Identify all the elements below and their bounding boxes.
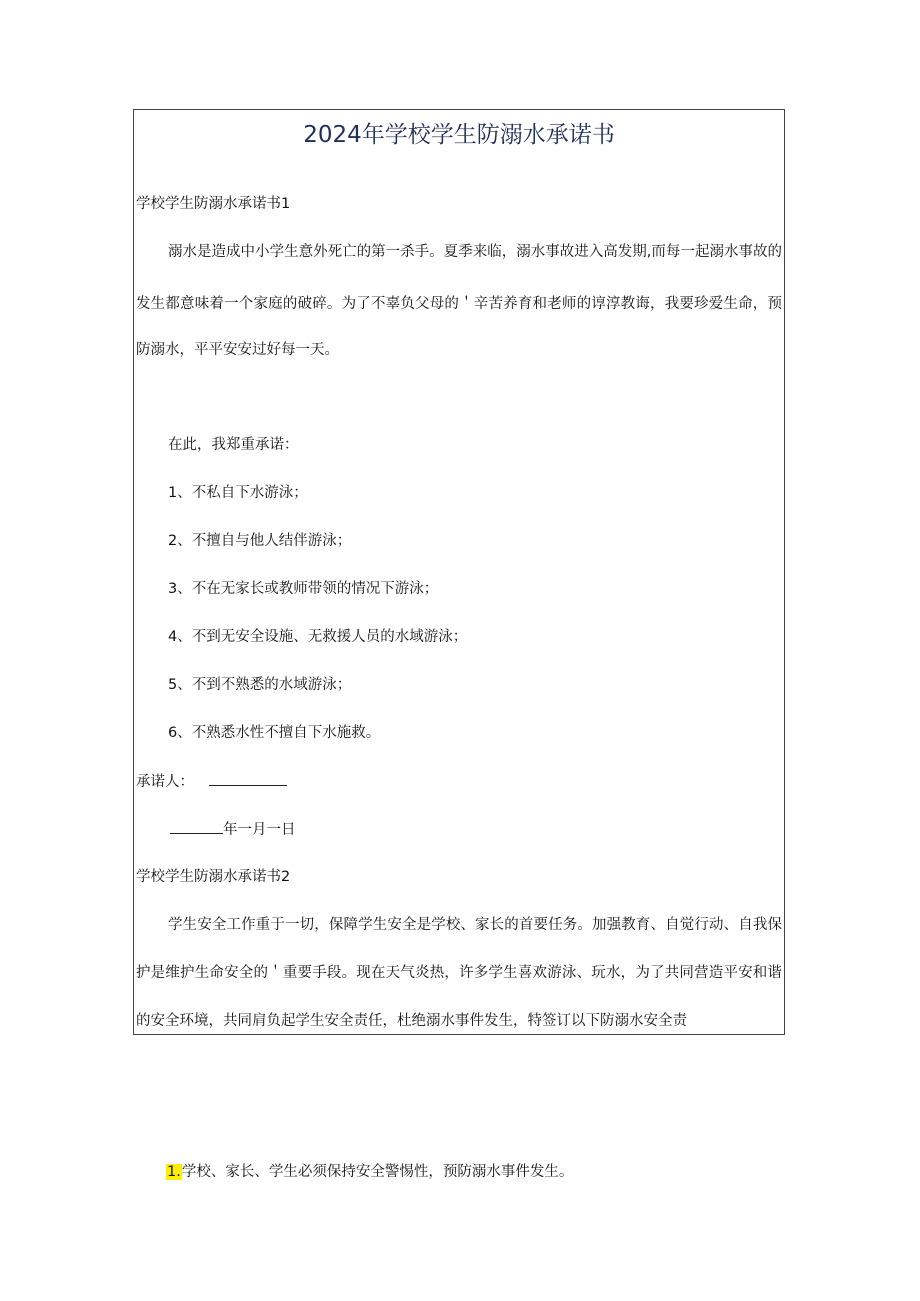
promise-item: 6、不熟悉水性不擅自下水施救。 <box>168 725 381 741</box>
signer-label: 承诺人： <box>136 774 194 790</box>
promise-item: 2、不擅自与他人结伴游泳； <box>168 533 352 549</box>
section1-heading: 学校学生防溺水承诺书1 <box>136 196 291 212</box>
s2-paragraph-line-3: 的安全环境，共同肩负起学生安全责任，杜绝溺水事件发生，特签订以下防溺水安全责 <box>136 1013 687 1029</box>
list-item-number: 1. <box>167 1164 181 1180</box>
s2-paragraph-line-1: 学生安全工作重于一切，保障学生安全是学校、家长的首要任务。加强教育、自觉行动、自我保 <box>168 917 782 933</box>
s1-paragraph-line-2: 发生都意味着一个家庭的破碎。为了不辜负父母的＇辛苦养育和老师的谆淳教诲，我要珍爱生命，预 <box>136 296 782 312</box>
date-row <box>170 820 296 840</box>
promise-item: 4、不到无安全设施、无救援人员的水域游泳； <box>168 629 468 645</box>
list-item-text: 学校、家长、学生必须保持安全警惕性，预防溺水事件发生。 <box>181 1164 574 1180</box>
signer-blank <box>209 773 287 786</box>
s1-paragraph-line-1: 溺水是造成中小学生意外死亡的第一杀手。夏季来临，溺水事故进入高发期,而每一起溺水事故的 <box>168 244 782 260</box>
promise-item: 5、不到不熟悉的水域游泳； <box>168 677 352 693</box>
list-item-1 <box>166 1162 573 1182</box>
promise-item: 1、不私自下水游泳； <box>168 485 308 501</box>
document-title: 2024年学校学生防溺水承诺书 <box>303 122 615 148</box>
signer-row <box>136 772 287 792</box>
promise-item: 3、不在无家长或教师带领的情况下游泳； <box>168 581 439 597</box>
s2-paragraph-line-2: 护是维护生命安全的＇重要手段。现在天气炎热，许多学生喜欢游泳、玩水，为了共同营造平安和谐 <box>136 965 782 981</box>
date-text: 年一月一日 <box>223 822 296 838</box>
section2-heading: 学校学生防溺水承诺书2 <box>136 869 291 885</box>
s1-paragraph-line-3: 防溺水，平平安安过好每一天。 <box>136 342 339 358</box>
date-blank <box>170 821 223 834</box>
promise-intro: 在此，我郑重承诺： <box>168 437 299 453</box>
